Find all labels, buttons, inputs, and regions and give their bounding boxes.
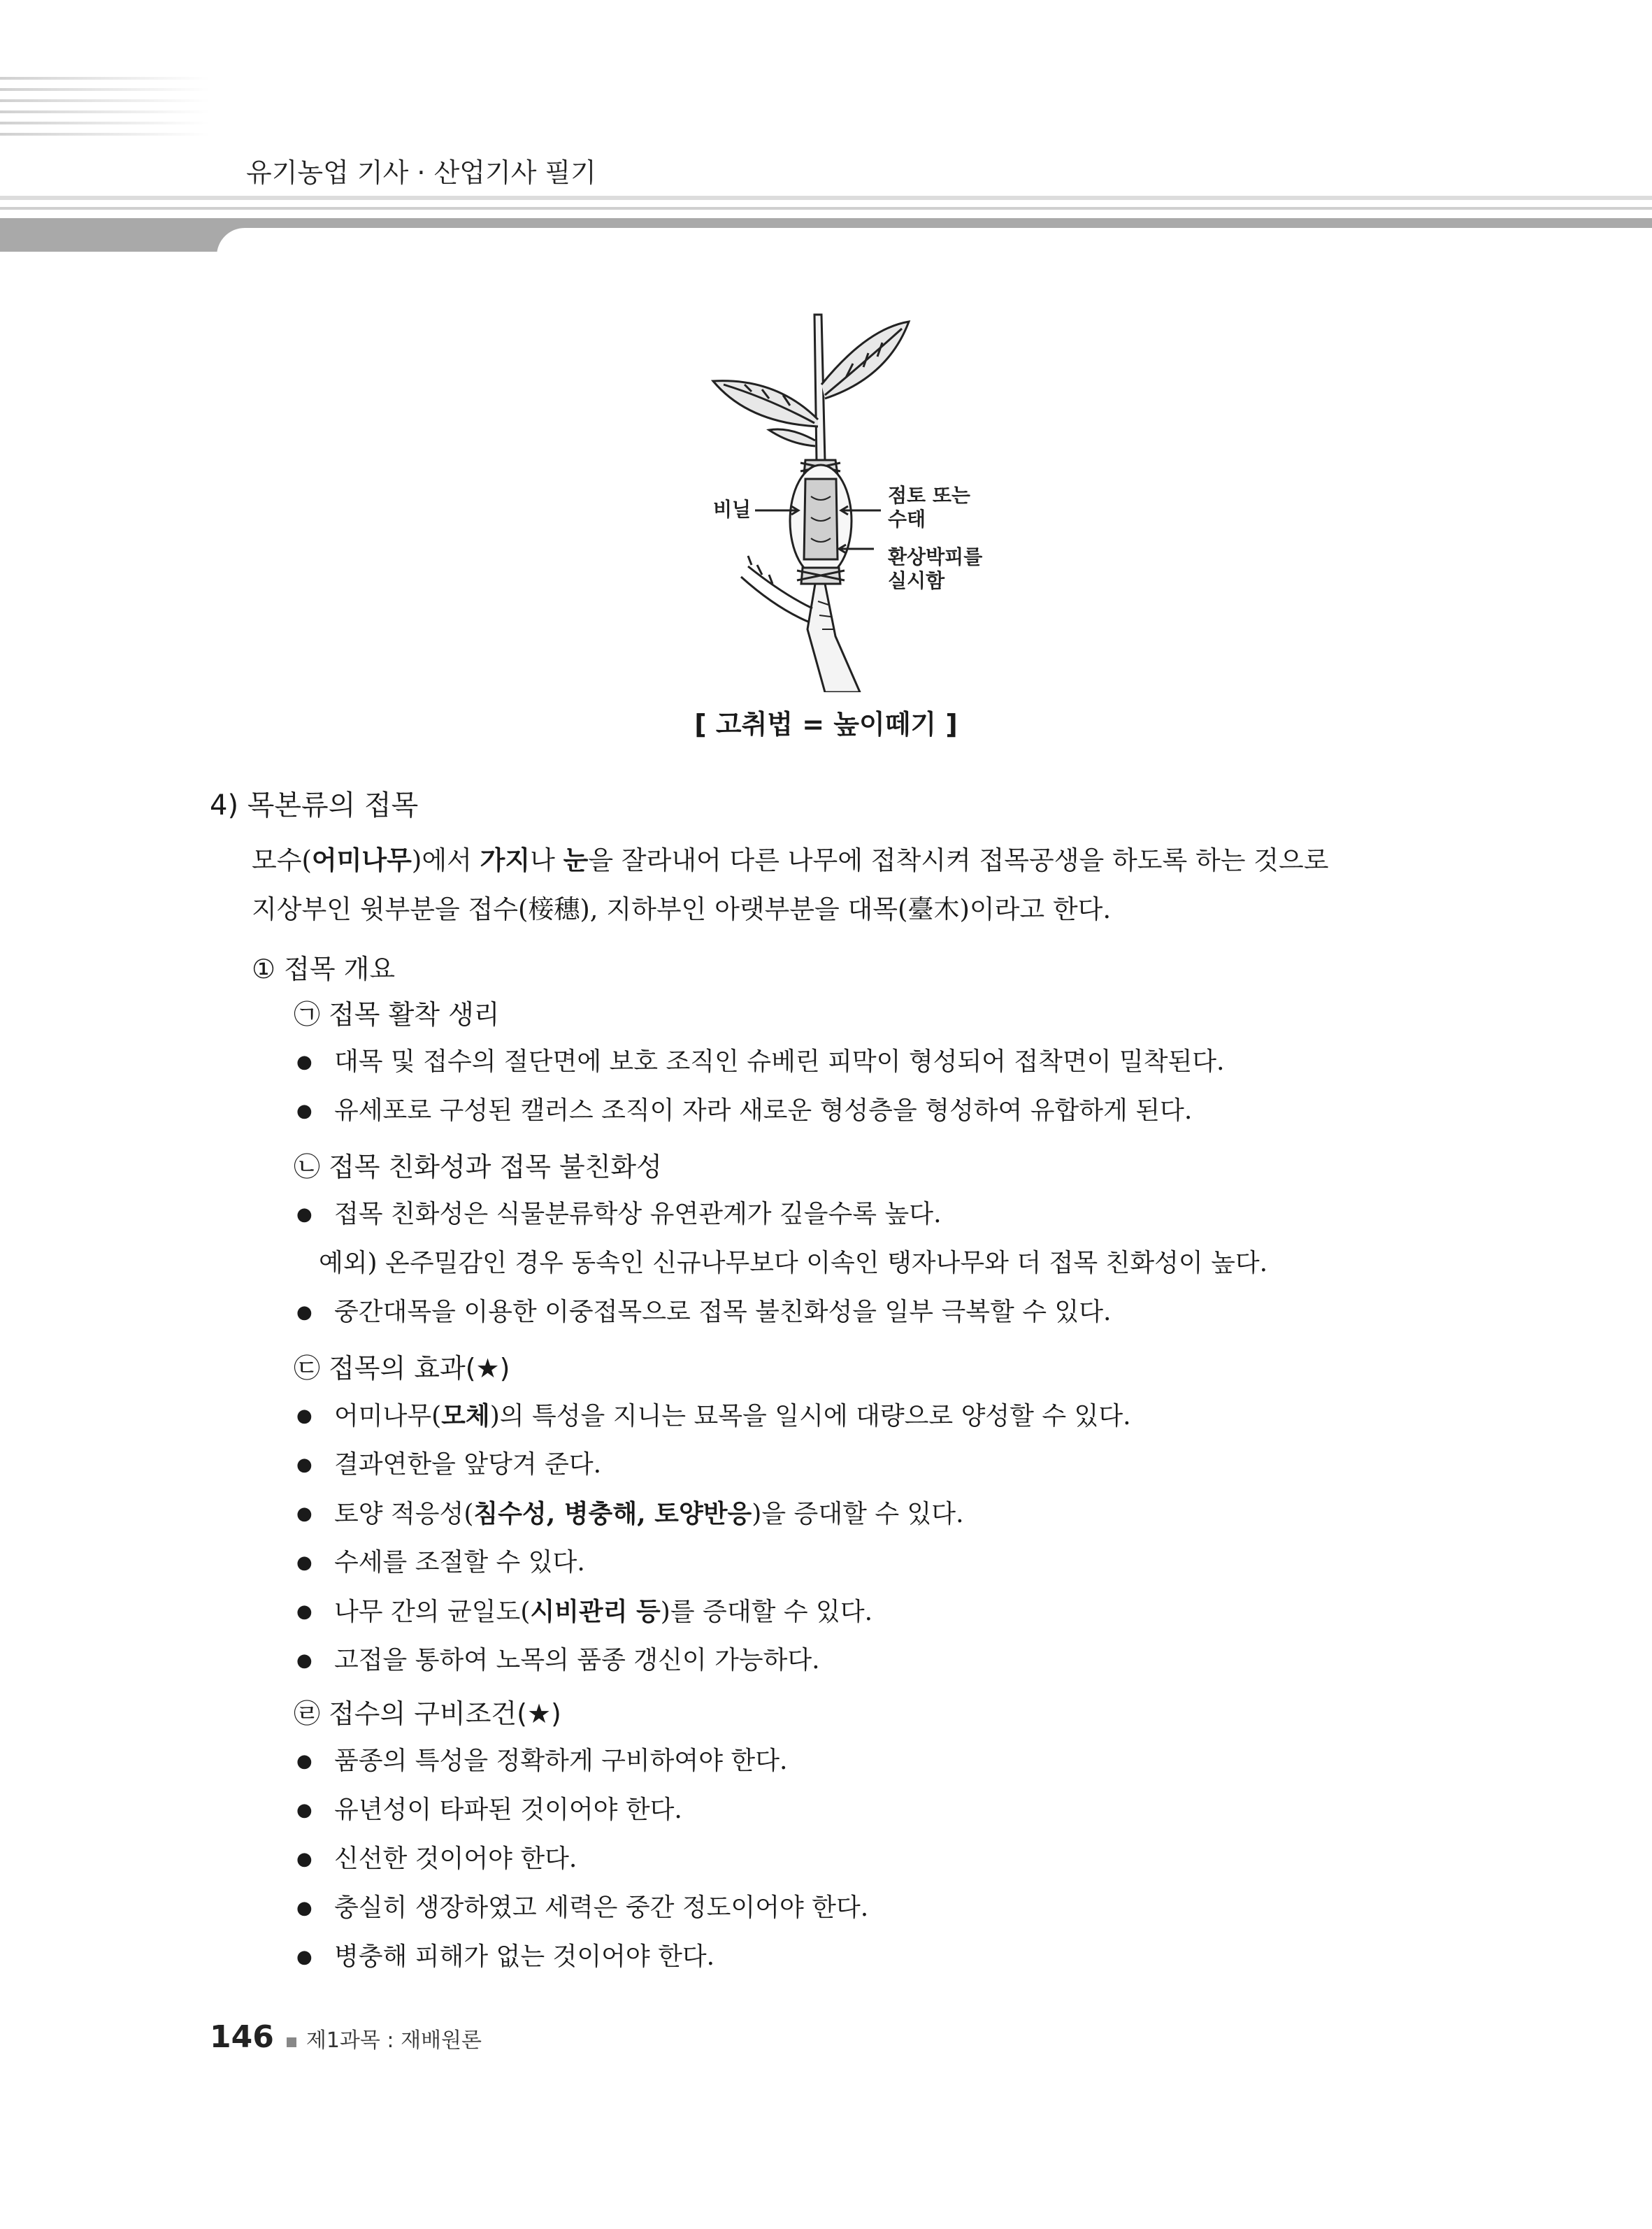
intro-bold: 눈 — [563, 845, 589, 875]
list-item: ● 병충해 피해가 없는 것이어야 한다. — [294, 1933, 1482, 1981]
footer-square-icon — [287, 2037, 296, 2047]
list-item — [294, 1391, 1482, 1440]
figure-caption: [ 고취법 = 높이떼기 ] — [694, 709, 958, 740]
list-item: ● 신선한 것이어야 한다. — [294, 1835, 1482, 1884]
subsection-title: ① 접목 개요 — [252, 954, 396, 984]
label-vinyl: 비닐 — [713, 498, 752, 521]
intro-text: 을 잘라내어 다른 나무에 접착시켜 접목공생을 하도록 하는 것으로 — [588, 845, 1329, 875]
group-title: ㉢ 접목의 효과(★) — [294, 1353, 510, 1384]
header-decoration — [0, 77, 210, 154]
group-grafting-effects — [294, 1345, 1482, 1685]
list-item: ● 결과연한을 앞당겨 준다. — [294, 1440, 1482, 1489]
list-item: ● 유년성이 타파된 것이어야 한다. — [294, 1786, 1482, 1835]
label-ring-line2: 실시함 — [888, 569, 945, 592]
list-item: ● 유세포로 구성된 캘러스 조직이 자라 새로운 형성층을 형성하여 유합하게 된다. — [294, 1087, 1482, 1135]
intro-bold: 가지 — [480, 845, 531, 875]
footer-subject: 제1과목 : 재배원론 — [306, 2028, 482, 2053]
header-rule — [0, 196, 1652, 200]
item-bold: 모체 — [441, 1401, 490, 1431]
group-title: ㉡ 접목 친화성과 접목 불친화성 — [294, 1152, 662, 1182]
group-compatibility — [294, 1144, 1482, 1337]
list-item: ● 품종의 특성을 정확하게 구비하여야 한다. — [294, 1737, 1482, 1786]
intro-line-1 — [252, 836, 1454, 885]
intro-bold: 어미나무 — [311, 845, 412, 875]
air-layering-illustration — [685, 301, 1021, 692]
intro-text: 나 — [530, 845, 563, 875]
air-layering-figure — [685, 301, 1021, 692]
item-text: 어미나무( — [334, 1402, 442, 1431]
list-item: ● 중간대목을 이용한 이중접목으로 접목 불친화성을 일부 극복할 수 있다. — [294, 1288, 1482, 1337]
list-item: ● 고접을 통하여 노목의 품종 갱신이 가능하다. — [294, 1636, 1482, 1685]
group-scion-requirements — [294, 1691, 1482, 1981]
label-ring-line1: 환상박피를 — [888, 545, 983, 568]
intro-text: )에서 — [411, 845, 480, 875]
section-intro — [252, 836, 1454, 934]
intro-line-2: 지상부인 윗부분을 접수(椄穗), 지하부인 아랫부분을 대목(臺木)이라고 한다. — [252, 894, 1112, 924]
item-bold: 시비관리 등 — [530, 1597, 661, 1626]
list-item: ● 충실히 생장하였고 세력은 중간 정도이어야 한다. — [294, 1884, 1482, 1933]
label-clay-line1: 점토 또는 — [888, 484, 970, 507]
group-title: ㉠ 접목 활착 생리 — [294, 999, 500, 1030]
list-item: ● 수세를 조절할 수 있다. — [294, 1538, 1482, 1587]
item-text: 나무 간의 균일도( — [334, 1598, 531, 1626]
item-text: )의 특성을 지니는 묘목을 일시에 대량으로 양성할 수 있다. — [489, 1402, 1131, 1431]
page-footer — [210, 2019, 482, 2055]
page-number: 146 — [210, 2019, 274, 2055]
item-bold: 침수성, 병충해, 토양반응 — [473, 1499, 752, 1528]
list-item: ● 접목 친화성은 식물분류학상 유연관계가 깊을수록 높다. — [294, 1190, 1482, 1239]
group-title: ㉣ 접수의 구비조건(★) — [294, 1698, 561, 1729]
group-grafting-physiology — [294, 991, 1482, 1135]
section-title: 4) 목본류의 접목 — [210, 789, 419, 822]
item-text: )를 증대할 수 있다. — [660, 1598, 873, 1626]
list-item — [294, 1489, 1482, 1538]
running-header-title: 유기농업 기사 · 산업기사 필기 — [246, 157, 596, 188]
intro-text: 모수( — [252, 845, 312, 875]
label-clay-line2: 수태 — [888, 508, 926, 531]
exception-note: 예외) 온주밀감인 경우 동속인 신규나무보다 이속인 탱자나무와 더 접목 친화성이 높다. — [319, 1249, 1268, 1277]
header-band-curve — [217, 228, 1652, 270]
list-item — [294, 1587, 1482, 1636]
item-text: 토양 적응성( — [334, 1500, 474, 1528]
list-item: ● 대목 및 접수의 절단면에 보호 조직인 슈베린 피막이 형성되어 접착면이 밀착된다. — [294, 1038, 1482, 1087]
header-rule-thin — [0, 207, 1652, 210]
item-text: )을 증대할 수 있다. — [752, 1500, 964, 1528]
